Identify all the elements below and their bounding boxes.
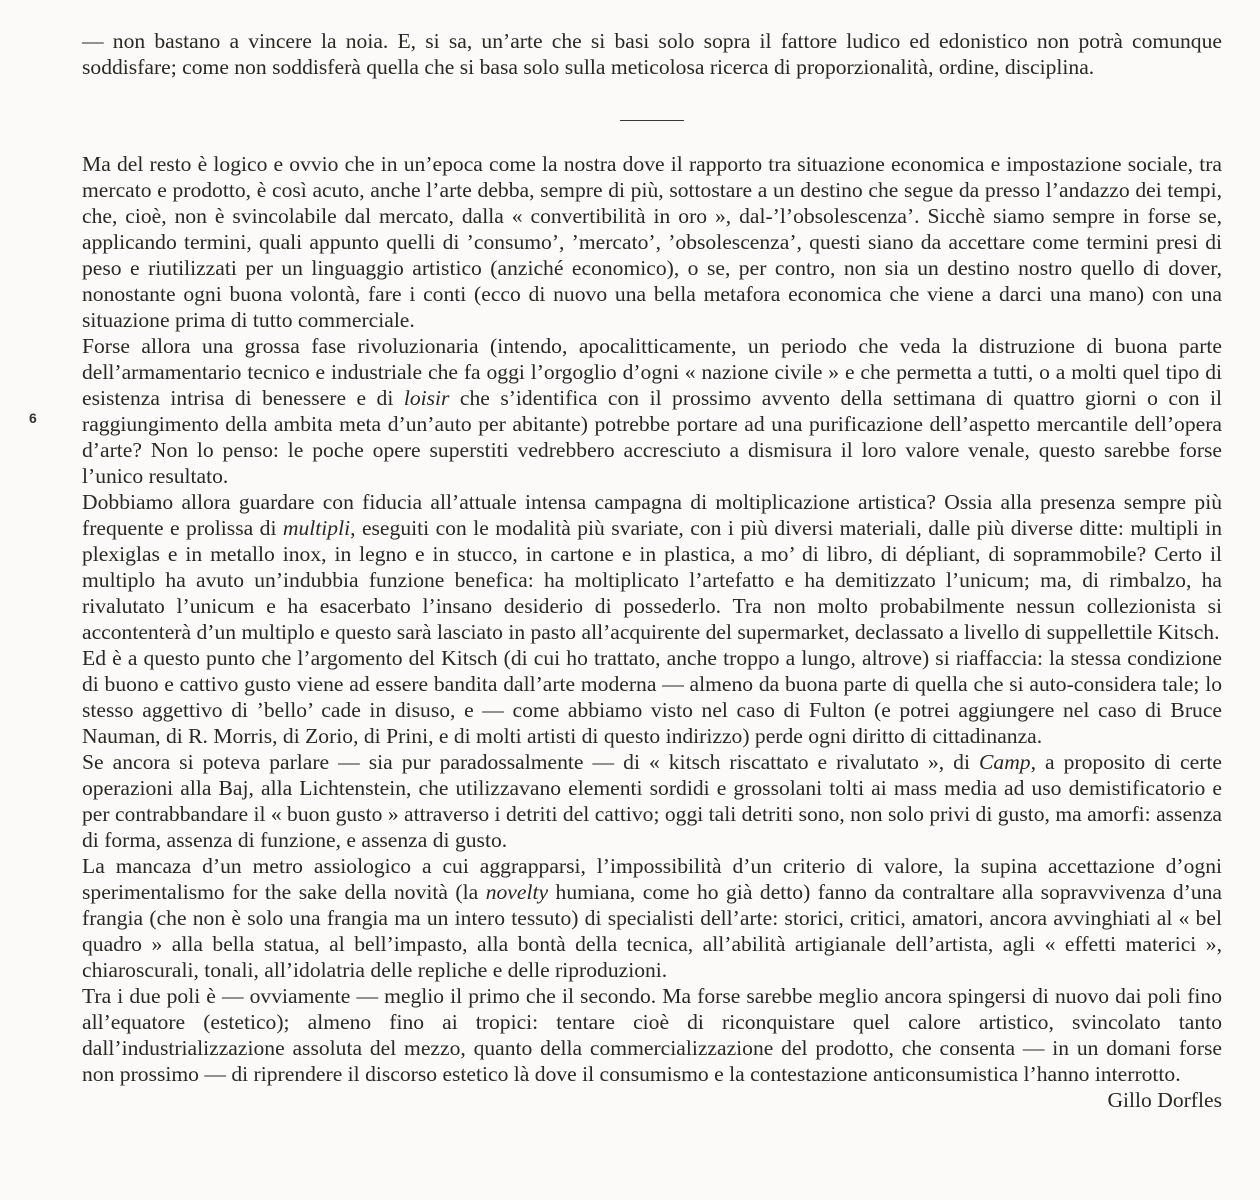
paragraph-3	[82, 489, 1222, 645]
paragraph-6	[82, 853, 1222, 983]
intro-paragraph: — non bastano a vincere la noia. E, si sa, un’arte che si basi solo sopra il fattore ludico ed edonistico non potrà comunque soddisfare; come non soddisferà quella che si basa solo sulla meticolosa ricerca di proporzionalità, ordine, disciplina.	[82, 29, 1222, 79]
paragraph-5-text-a: Se ancora si poteva parlare — sia pur paradossalmente — di « kitsch riscattato e rivalutato », di	[82, 750, 979, 774]
paragraph-3-text-a: Dobbiamo allora guardare con fiducia all’attuale intensa campagna di moltiplicazione artistica? Ossia alla presenza sempre più frequente e prolissa di	[82, 490, 1222, 540]
paragraph-5-text-b: , a proposito di certe operazioni alla Baj, alla Lichtenstein, che utilizzavano elementi sordidi e grossolani tolti ai mass media ad uso demistificatorio e per contrabbandare il « buon gusto » attraverso i detriti del cattivo; oggi tali detriti sono, non solo privi di gusto, ma amorfi: assenza di forma, assenza di funzione, e assenza di gusto.	[82, 750, 1223, 852]
author-signature: Gillo Dorfles	[1107, 1088, 1222, 1112]
paragraph-3-italic: multipli	[282, 516, 351, 540]
paragraph-4: Ed è a questo punto che l’argomento del Kitsch (di cui ho trattato, anche troppo a lungo, altrove) si riaffaccia: la stessa condizione di buono e cattivo gusto viene ad essere bandita dall’arte moderna — almeno da buona parte di quella che si auto-considera tale; lo stesso aggettivo di ’bello’ cade in disuso, e — come abbiamo visto nel caso di Fulton (e potrei aggiungere nel caso di Bruce Nauman, di R. Morris, di Zorio, di Prini, e di molti artisti di questo indirizzo) perde ogni diritto di cittadinanza.	[82, 646, 1222, 748]
paragraph-6-text-b: humiana, come ho già detto) fanno da contraltare alla sopravvivenza d’una frangia (che non è solo una frangia ma un intero tessuto) di specialisti dell’arte: storici, critici, amatori, ancora avvinghiati al « bel quadro » alla bella statua, al bell’impasto, alla bontà della tecnica, all’abilità artigianale dell’artista, agli « effetti materici », chiaroscurali, tonali, all’idolatria delle repliche e delle riproduzioni.	[82, 880, 1222, 982]
paragraph-2-italic: loisir	[403, 386, 450, 410]
paragraph-2-text-b: che s’identifica con il prossimo avvento della settimana di quattro giorni o con il raggiungimento della ambita meta d’un’auto per abitante) potrebbe portare ad una purificazione dell’aspetto mercantile dell’opera d’arte? Non lo penso: le poche opere superstiti vedrebbero accresciuto a dismisura il loro valore venale, questo sarebbe forse l’unico resultato.	[82, 386, 1222, 488]
paragraph-2	[82, 333, 1222, 489]
section-divider	[620, 120, 684, 121]
paragraph-6-italic: novelty	[485, 880, 549, 904]
page-number: 6	[29, 410, 37, 426]
paragraph-5-italic: Camp	[979, 750, 1031, 774]
paragraph-6-text-a: La mancaza d’un metro assiologico a cui aggrapparsi, l’impossibilità d’un criterio di valore, la supina accettazione d’ogni sperimentalismo for the sake della novità (la	[82, 854, 1222, 904]
paragraph-3-text-b: , eseguiti con le modalità più svariate, con i più diversi materiali, dalle più diverse ditte: multipli in plexiglas e in metallo inox, in legno e in stucco, in cartone e in plastica, a mo’ di libro, di dépliant, di soprammobile? Certo il multiplo ha avuto un’indubbia funzione benefica: ha moltiplicato l’artefatto e ha demitizzato l’unicum; ma, di rimbalzo, ha rivalutato l’unicum e ha esacerbato l’insano desiderio di possederlo. Tra non molto probabilmente nessun collezionista si accontenterà d’un multiplo e questo sarà lasciato in pasto all’acquirente del supermarket, declassato a livello di suppellettile Kitsch.	[82, 516, 1222, 644]
paragraph-5	[82, 749, 1222, 853]
paragraph-7: Tra i due poli è — ovviamente — meglio il primo che il secondo. Ma forse sarebbe meglio ancora spingersi di nuovo dai poli fino all’equatore (estetico); almeno fino ai tropici: tentare cioè di riconquistare quel calore artistico, svincolato tanto dall’industrializzazione assoluta del mezzo, quanto della commercializzazione del prodotto, che consenta — in un domani forse non prossimo — di riprendere il discorso estetico là dove il consumismo e la contestazione anticonsumistica l’hanno interrotto.	[82, 984, 1222, 1086]
paragraph-2-text-a: Forse allora una grossa fase rivoluzionaria (intendo, apocalitticamente, un periodo che veda la distruzione di buona parte dell’armamentario tecnico e industriale che fa oggi l’orgoglio d’ogni « nazione civile » e che permetta a tutti, o a molti quel tipo di esistenza intrisa di benessere e di	[82, 334, 1222, 410]
article-body	[82, 28, 1222, 1113]
paragraph-1: Ma del resto è logico e ovvio che in un’epoca come la nostra dove il rapporto tra situazione economica e impostazione sociale, tra mercato e prodotto, è così acuto, anche l’arte debba, sempre di più, sottostare a un destino che segue da presso l’andazzo dei tempi, che, cioè, non è svincolabile dal mercato, dalla « convertibilità in oro », dal-’l’obsolescenza’. Sicchè siamo sempre in forse se, applicando termini, quali appunto quelli di ’consumo’, ’mercato’, ’obsolescenza’, questi siano da accettare come termini presi di peso e riutilizzati per un linguaggio artistico (anziché economico), o se, per contro, non sia un destino nostro quello di dover, nonostante ogni buona volontà, fare i conti (ecco di nuovo una bella metafora economica che viene a darci una mano) con una situazione prima di tutto commerciale.	[82, 152, 1222, 332]
